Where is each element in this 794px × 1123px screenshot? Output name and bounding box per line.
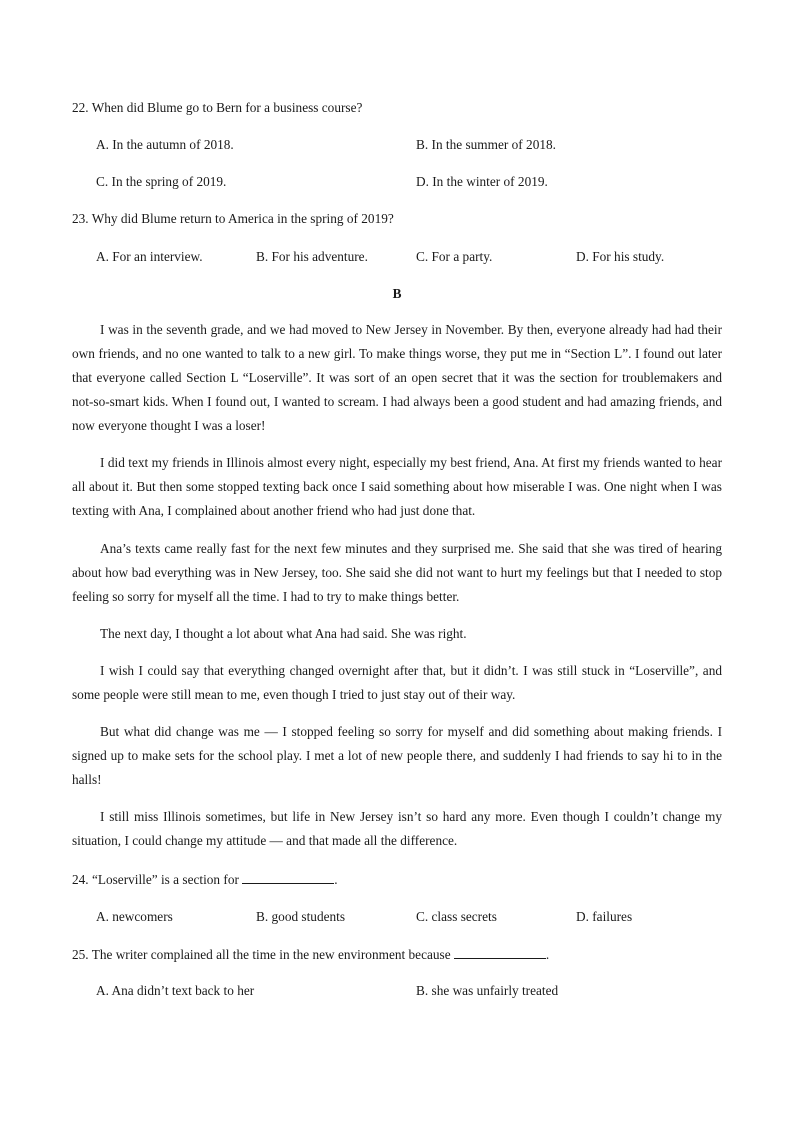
passage-paragraph: I did text my friends in Illinois almost every night, especially my best friend, Ana. At first my friends wanted to hear all about it. But then some stopped texting back once I said something about how miserable I was. One night when I was texting with Ana, I complained about another friend who had just done that. <box>72 455 722 518</box>
q25-answer-blank <box>454 946 546 959</box>
q24-option-d: D. failures <box>576 909 633 924</box>
q24-option-b: B. good students <box>256 909 346 924</box>
question-24-stem <box>72 871 338 888</box>
q23-option-b: B. For his adventure. <box>256 249 368 264</box>
q22-option-a: A. In the autumn of 2018. <box>96 137 234 152</box>
q22-option-b: B. In the summer of 2018. <box>416 137 556 152</box>
q25-stem-text: 25. The writer complained all the time in the new environment because <box>72 947 454 962</box>
q23-option-d: D. For his study. <box>576 249 665 264</box>
q24-option-a: A. newcomers <box>96 909 173 924</box>
passage-paragraph: I wish I could say that everything changed overnight after that, but it didn’t. I was still stuck in “Loserville”, and some people were still mean to me, even though I tried to just stay out of their way. <box>72 663 722 702</box>
passage-paragraph: I was in the seventh grade, and we had moved to New Jersey in November. By then, everyone already had had their own friends, and no one wanted to talk to a new girl. To make things worse, they put me in “Section L”. I found out later that everyone called Section L “Loserville”. It was sort of an open secret that it was the section for troublemakers and not-so-smart kids. When I found out, I wanted to scream. I had always been a good student and had amazing friends, and now everyone thought I was a loser! <box>72 322 722 433</box>
q24-stem-text: 24. “Loserville” is a section for <box>72 872 243 887</box>
q23-option-a: A. For an interview. <box>96 249 203 264</box>
q24-option-c: C. class secrets <box>416 909 497 924</box>
q25-option-a: A. Ana didn’t text back to her <box>96 983 255 998</box>
q25-stem-end: . <box>545 947 550 962</box>
question-22-stem: 22. When did Blume go to Bern for a business course? <box>72 100 363 115</box>
q24-stem-end: . <box>334 872 338 887</box>
passage-paragraph: I still miss Illinois sometimes, but life in New Jersey isn’t so hard any more. Even though I couldn’t change my situation, I could change my attitude — and that made all the difference. <box>72 809 722 848</box>
q24-answer-blank <box>242 871 334 884</box>
passage-paragraph: The next day, I thought a lot about what Ana had said. She was right. <box>100 626 467 641</box>
passage-paragraph: But what did change was me — I stopped feeling so sorry for myself and did something about making friends. I signed up to make sets for the school play. I met a lot of new people there, and suddenly I had friends to say hi to in the halls! <box>72 724 722 787</box>
passage-label: B <box>392 286 402 301</box>
q23-option-c: C. For a party. <box>416 249 493 264</box>
question-25-stem <box>72 946 549 963</box>
passage-paragraph: Ana’s texts came really fast for the next few minutes and they surprised me. She said that she was tired of hearing about how bad everything was in New Jersey, too. She said she did not want to hurt my feelings but that I needed to stop feeling so sorry for myself all the time. I had to try to make things better. <box>72 541 722 604</box>
q22-option-c: C. In the spring of 2019. <box>96 174 227 189</box>
q25-option-b: B. she was unfairly treated <box>416 983 559 998</box>
question-23-stem: 23. Why did Blume return to America in the spring of 2019? <box>72 211 394 226</box>
q22-option-d: D. In the winter of 2019. <box>416 174 548 189</box>
